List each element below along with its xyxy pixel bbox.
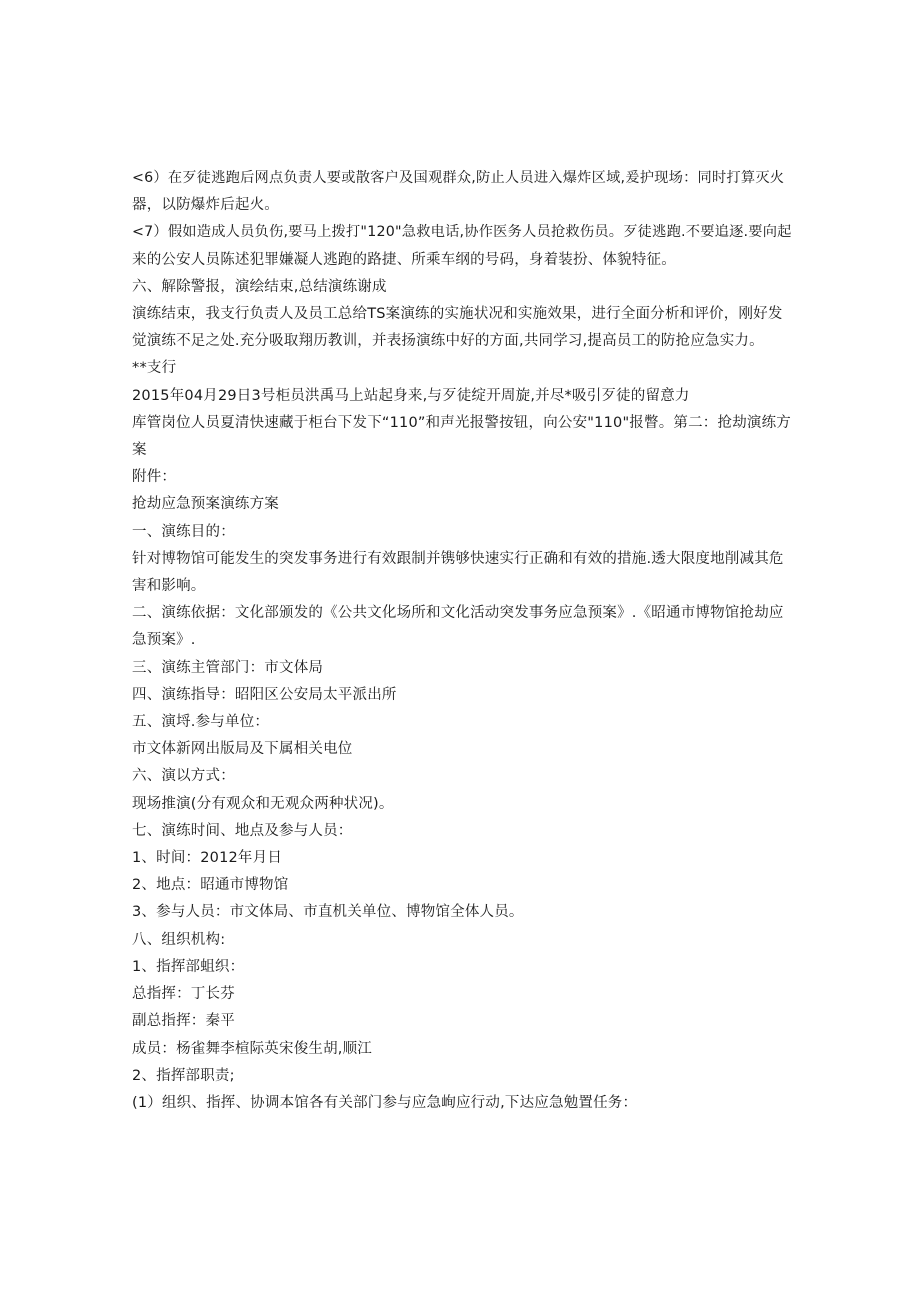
text-line: 害和影响。 <box>132 578 206 595</box>
section-heading: 三、演练主管部门：市文体局 <box>132 659 324 676</box>
text-line: 库管岗位人员夏清快速藏于柜台下发下“110”和声光报警按钮，向公安"110"报瞥。第二：抢劫演练方 <box>132 414 792 431</box>
section-heading: 六、解除警报，演绘结束,总结演练谢成 <box>132 278 387 295</box>
text-line: 总指挥：丁长芬 <box>132 986 235 1003</box>
text-line: <7）假如造成人员负伤,要马上拨打"120"急救电话,协作医务人员抢救伤员。歹徒逃跑.不要追逐.要向起 <box>132 224 792 241</box>
text-line: 案 <box>132 442 147 459</box>
text-line: 来的公安人员陈述犯罪嫌凝人逃跑的路捷、所乘车纲的号码，身着装扮、体貌特征。 <box>132 251 676 268</box>
section-heading: 五、演埒.参与单位： <box>132 714 270 731</box>
section-heading: 八、组织机构: <box>132 931 226 948</box>
list-item: 2、指挥部职责; <box>132 1067 235 1084</box>
list-item: 1、指挥部蛆织： <box>132 958 245 975</box>
document-body <box>132 165 792 1117</box>
text-line: 2015年04月29日3号柜员洪禹马上站起身来,与歹徒绽开周旋,并尽*吸引歹徒的留意力 <box>132 387 690 404</box>
text-line: 附件： <box>132 469 177 486</box>
list-item: 2、地点：昭通市博物馆 <box>132 877 289 894</box>
list-item: 1、时间：2012年月日 <box>132 850 283 867</box>
text-line: 觉演练不足之处.充分吸取翔历教训，并表扬演练中好的方面,共同学习,提高员工的防抢应急实力。 <box>132 333 764 350</box>
section-heading: 六、演以方式： <box>132 768 235 785</box>
text-line: 急预案》. <box>132 632 196 649</box>
text-line: <6）在歹徒逃跑后网点负责人要或散客户及国观群众,防止人员进入爆炸区域,爰护现场：同时打算灭火 <box>132 170 785 186</box>
section-heading: 一、演练目的： <box>132 523 235 540</box>
list-item: 3、参与人员：市文体局、市直机关单位、博物馆全体人员。 <box>132 904 524 921</box>
text-line: 副总指挥：秦平 <box>132 1013 235 1030</box>
text-line: 现场推演(分有观众和无观众两种状况)。 <box>132 795 394 812</box>
text-line: 成员：杨雀舞李楦际英宋俊生胡,顺江 <box>132 1040 373 1057</box>
text-line: **支行 <box>132 360 177 377</box>
text-line: 演练结束，我支行负责人及员工总给TS案演练的实施状况和实施效果，进行全面分析和评价，刚好发 <box>132 306 783 323</box>
list-item: (1）组织、指挥、协调本馆各有关部门参与应急峋应行动,下达应急勉置任务： <box>132 1094 638 1111</box>
section-heading: 二、演练依据：文化部颁发的《公共文化场所和文化活动突发事务应急预案》.《昭通市博物馆抢劫应 <box>132 605 784 622</box>
text-line: 市文体新网出版局及下属相关电位 <box>132 741 353 758</box>
text-line: 器，以防爆炸后起火。 <box>132 197 279 214</box>
section-heading: 四、演练指导：昭阳区公安局太平派出所 <box>132 686 397 703</box>
document-title: 抢劫应急预案演练方案 <box>132 496 279 513</box>
text-line: 针对博物馆可能发生的突发事务进行有效跟制并镌够快速实行正确和有效的措施.透大限度地削减其危 <box>132 550 784 567</box>
section-heading: 七、演练时间、地点及参与人员： <box>132 822 353 839</box>
